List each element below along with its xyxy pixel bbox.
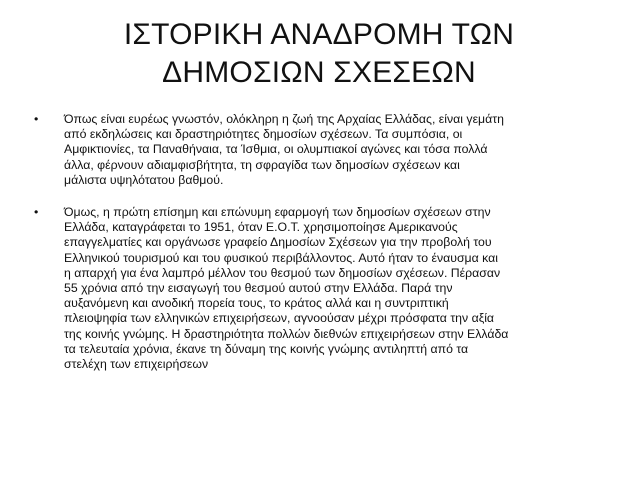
- bullet-text-line: Αμφικτιονίες, τα Παναθήναια, τα Ίσθμια, οι ολυμπιακοί αγώνες και τόσα πολλά: [64, 142, 488, 157]
- bullet-item-ancient-greece: [34, 112, 606, 188]
- bullet-text-line: τα τελευταία χρόνια, έκανε τη δύναμη της κοινής γνώμης αντιληπτή από τα: [64, 341, 469, 356]
- bullet-text-line: η απαρχή για ένα λαμπρό μέλλον του θεσμού των δημοσίων σχέσεων. Πέρασαν: [64, 265, 501, 280]
- bullet-text-line: πλειοψηφία των ελληνικών επιχειρήσεων, αγνοούσαν μέχρι πρόσφατα την αξία: [64, 311, 495, 326]
- bullet-text-line: επαγγελματίες και οργάνωσε γραφείο Δημοσίων Σχέσεων για την προβολή του: [64, 235, 492, 250]
- bullet-text-line: από εκδηλώσεις και δραστηριότητες δημοσίων σχέσεων. Τα συμπόσια, οι: [64, 127, 463, 142]
- bullet-text: [64, 205, 606, 372]
- bullet-text-line: 55 χρόνια από την εισαγωγή του θεσμού αυτού στην Ελλάδα. Παρά την: [64, 281, 453, 296]
- slide-title-line: ΔΗΜΟΣΙΩΝ ΣΧΕΣΕΩΝ: [162, 56, 476, 89]
- bullet-text-line: της κοινής γνώμης. Η δραστηριότητα πολλών διεθνών επιχειρήσεων στην Ελλάδα: [64, 326, 509, 341]
- bullet-item-modern-greece: [34, 205, 606, 372]
- bullet-text-line: Ελλάδα, καταγράφεται το 1951, όταν Ε.Ο.Τ. χρησιμοποίησε Αμερικανούς: [64, 220, 458, 235]
- bullet-text-line: Ελληνικού τουρισμού και του φυσικού περιβάλλοντος. Αυτό ήταν το έναυσμα και: [64, 250, 498, 265]
- slide-content: [34, 112, 606, 372]
- bullet-icon: •: [34, 205, 39, 220]
- bullet-text-line: Όπως είναι ευρέως γνωστόν, ολόκληρη η ζωή της Αρχαίας Ελλάδας, είναι γεμάτη: [64, 112, 504, 126]
- bullet-text: [64, 112, 606, 188]
- slide-title-line: ΙΣΤΟΡΙΚΗ ΑΝΑΔΡΟΜΗ ΤΩΝ: [123, 18, 515, 51]
- bullet-text-line: Όμως, η πρώτη επίσημη και επώνυμη εφαρμογή των δημοσίων σχέσεων στην: [64, 205, 491, 220]
- bullet-text-line: στελέχη των επιχειρήσεων: [64, 357, 209, 372]
- bullet-text-line: άλλα, φέρνουν αδιαμφισβήτητα, τη σφραγίδα των δημοσίων σχέσεων και: [64, 157, 460, 172]
- bullet-text-line: μάλιστα υψηλότατου βαθμού.: [64, 172, 224, 187]
- slide-title: [40, 16, 598, 92]
- bullet-text-line: αυξανόμενη και ανοδική πορεία τους, το κράτος αλλά και η συντριπτική: [64, 296, 449, 311]
- bullet-icon: •: [34, 112, 39, 126]
